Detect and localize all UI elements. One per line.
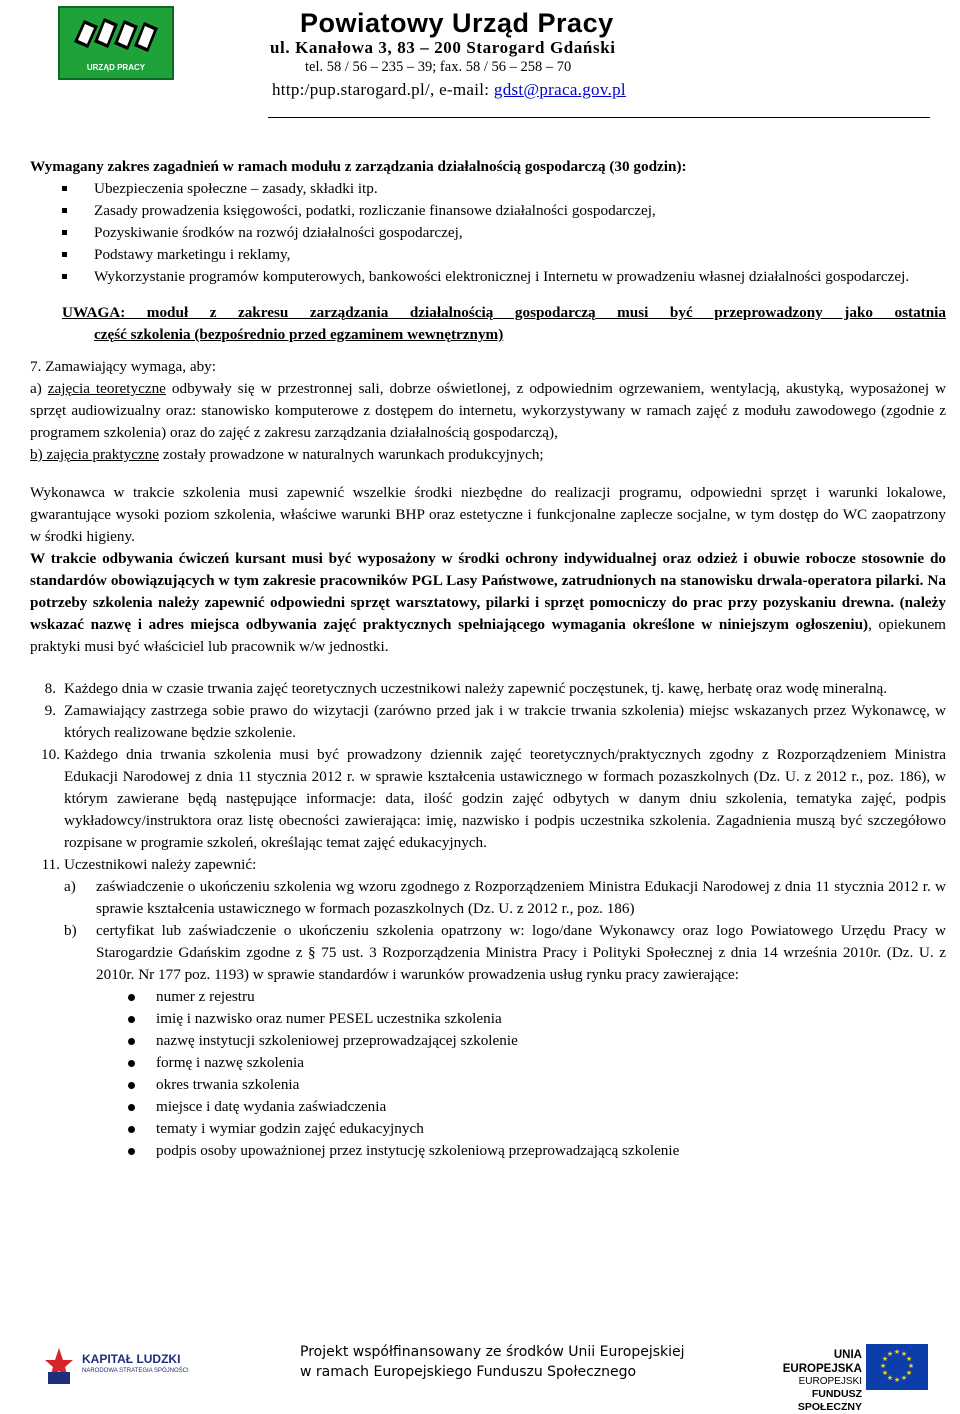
email-link[interactable]: gdst@praca.gov.pl bbox=[493, 80, 626, 99]
list-item: tematy i wymiar godzin zajęć edukacyjnych bbox=[30, 1118, 946, 1140]
bullet-icon bbox=[128, 1016, 135, 1023]
item-9: 9. Zamawiający zastrzega sobie prawo do wizytacji (zarówno przed jak i w trakcie trwania szkolenia) miejsc wskazanych przez Wykonawcę, w których realizowane będzie szkolenie. bbox=[44, 702, 946, 741]
bullet-icon bbox=[128, 1126, 135, 1133]
item-8: 8. Każdego dnia w czasie trwania zajęć teoretycznych uczestnikowi należy zapewnić poczęstunek, tj. kawę, herbatę oraz wodę mineralną. bbox=[44, 680, 888, 697]
square-bullet-icon bbox=[62, 186, 67, 191]
list-item: Ubezpieczenia społeczne – zasady, składki itp. bbox=[30, 178, 946, 200]
office-web bbox=[272, 80, 626, 100]
bullet-icon bbox=[128, 994, 135, 1001]
svg-text:★: ★ bbox=[905, 1355, 913, 1363]
kapital-ludzki-logo-icon bbox=[44, 1346, 74, 1386]
office-address: ul. Kanałowa 3, 83 – 200 Starogard Gdański bbox=[270, 38, 616, 57]
list-item: formę i nazwę szkolenia bbox=[30, 1052, 946, 1074]
kapital-ludzki-title: KAPITAŁ LUDZKI bbox=[82, 1352, 181, 1366]
list-item: Wykorzystanie programów komputerowych, bankowości elektronicznej i Internetu w prowadzeniu własnej działalności gospodarczej. bbox=[30, 266, 946, 288]
item-11-b: b) certyfikat lub zaświadczenie o ukończeniu szkolenia opatrzony w: logo/dane Wykonawcy oraz logo Powiatowego Urzędu Pracy w Starogardzie Gdańskim zgodne z § 75 ust. 3 Rozporządzenia Ministra Pracy i Polityki Społecznej z dnia 14 września 2010r. (Dz. U. z 2010r. Nr 177 poz. 1193) w sprawie standardów i warunków prowadzenia usług rynku pracy zawierające: bbox=[64, 922, 946, 983]
uwaga-note: UWAGA: moduł z zakresu zarządzania działalnością gospodarczą musi być przeprowadzony jako ostatnia część szkolenia (bezpośrednio przed egzaminem wewnętrznym) bbox=[62, 304, 946, 343]
svg-text:★: ★ bbox=[881, 1369, 889, 1377]
svg-text:★: ★ bbox=[900, 1374, 908, 1382]
list-item: numer z rejestru bbox=[30, 986, 946, 1008]
logo-text: URZĄD PRACY bbox=[86, 63, 146, 72]
header-rule bbox=[268, 117, 930, 118]
svg-text:★: ★ bbox=[886, 1374, 894, 1382]
letterhead bbox=[0, 0, 960, 120]
list-item: Pozyskiwanie środków na rozwój działalności gospodarczej, bbox=[30, 222, 946, 244]
web-prefix: http:/pup.starogard.pl/, e-mail: bbox=[272, 80, 494, 99]
document-body bbox=[30, 156, 946, 1162]
bullet-icon bbox=[128, 1148, 135, 1155]
bullet-icon bbox=[128, 1104, 135, 1111]
item-11-a: a) zaświadczenie o ukończeniu szkolenia wg wzoru zgodnego z Rozporządzeniem Ministra Edukacji Narodowej z dnia 11 stycznia 2012 r. w sprawie kształcenia ustawicznego w formach pozaszkolnych (Dz. U. z 2012 r., poz. 186) bbox=[64, 878, 946, 917]
list-item: Podstawy marketingu i reklamy, bbox=[30, 244, 946, 266]
item-11: 11. Uczestnikowi należy zapewnić: bbox=[41, 856, 257, 873]
office-phone: tel. 58 / 56 – 235 – 39; fax. 58 / 56 – 258 – 70 bbox=[305, 59, 572, 75]
square-bullet-icon bbox=[62, 274, 67, 279]
list-item: podpis osoby upoważnionej przez instytucję szkoleniową przeprowadzającą szkolenie bbox=[30, 1140, 946, 1162]
list-item: nazwę instytucji szkoleniowej przeprowadzającej szkolenie bbox=[30, 1030, 946, 1052]
list-item: okres trwania szkolenia bbox=[30, 1074, 946, 1096]
kapital-ludzki-subtitle: NARODOWA STRATEGIA SPÓJNOŚCI bbox=[82, 1368, 189, 1374]
footer bbox=[0, 1330, 960, 1413]
cards-icon bbox=[64, 12, 168, 60]
svg-text:★: ★ bbox=[893, 1348, 901, 1356]
square-bullet-icon bbox=[62, 252, 67, 257]
office-title: Powiatowy Urząd Pracy bbox=[300, 8, 614, 38]
svg-text:★: ★ bbox=[907, 1362, 915, 1370]
bullet-icon bbox=[128, 1082, 135, 1089]
module-topics bbox=[30, 178, 946, 288]
module-heading: Wymagany zakres zagadnień w ramach modułu z zarządzania działalnością gospodarczą (30 godzin): bbox=[30, 158, 687, 175]
square-bullet-icon bbox=[62, 230, 67, 235]
urzad-pracy-logo bbox=[58, 6, 174, 80]
svg-text:★: ★ bbox=[881, 1355, 889, 1363]
square-bullet-icon bbox=[62, 208, 67, 213]
bullet-icon bbox=[128, 1038, 135, 1045]
svg-text:★: ★ bbox=[900, 1350, 908, 1358]
numbered-list bbox=[30, 678, 946, 1162]
certificate-contents bbox=[30, 986, 946, 1162]
list-item: Zasady prowadzenia księgowości, podatki, rozliczanie finansowe działalności gospodarczej, bbox=[30, 200, 946, 222]
cofinancing-note: Projekt współfinansowany ze środków Unii Europejskiej w ramach Europejskiego Funduszu Społecznego bbox=[300, 1344, 685, 1380]
svg-text:★: ★ bbox=[886, 1350, 894, 1358]
list-item: miejsce i datę wydania zaświadczenia bbox=[30, 1096, 946, 1118]
svg-text:★: ★ bbox=[905, 1369, 913, 1377]
list-item: imię i nazwisko oraz numer PESEL uczestnika szkolenia bbox=[30, 1008, 946, 1030]
section-7-b: b) zajęcia praktyczne zostały prowadzone w naturalnych warunkach produkcyjnych; bbox=[30, 446, 544, 463]
eu-flag-icon bbox=[866, 1344, 928, 1390]
svg-text:★: ★ bbox=[879, 1362, 887, 1370]
section-7-a: a) zajęcia teoretyczne odbywały się w przestronnej sali, dobrze oświetlonej, z odpowiednim ogrzewaniem, wentylacją, akustyką, wyposażonej w sprzęt audiowizualny oraz: stanowisko komputerowe z dostępem do internetu, wykorzystywany w ramach zajęć z modułu zawodowego (zgodnie z programem szkolenia) oraz do zajęć z zakresu zarządzania działalnością gospodarczą), bbox=[30, 380, 946, 441]
svg-text:★: ★ bbox=[893, 1376, 901, 1384]
section-7: 7. Zamawiający wymaga, aby: a) zajęcia teoretyczne odbywały się w przestronnej sali, dobrze oświetlonej, z odpowiednim ogrzewaniem, wentylacją, akustyką, wyposażonej w sprzęt audiowizualny oraz: stanowisko komputerowe z dostępem do internetu, wykorzystywany w ramach zajęć z modułu zawodowego (zgodnie z programem szkolenia) oraz do zajęć z zakresu zarządzania działalnością gospodarczą), b) zajęcia praktyczne zostały prowadzone w naturalnych warunkach produkcyjnych; bbox=[30, 356, 946, 466]
contractor-requirements: Wykonawca w trakcie szkolenia musi zapewnić wszelkie środki niezbędne do realizacji programu, odpowiedni sprzęt i warunki lokalowe, gwarantujące wysoki poziom szkolenia, właściwe warunki BHP oraz estetyczne i funkcjonalne zaplecze socjalne, w tym dostęp do WC zaopatrzony w środki higieny. W trakcie odbywania ćwiczeń kursant musi być wyposażony w środki ochrony indywidualnej oraz odzież i obuwie robocze stosownie do standardów obowiązujących w tym zakresie pracowników PGL Lasy Państwowe, zatrudnionych na stanowisku drwala-operatora pilarki. Na potrzeby szkolenia należy zapewnić odpowiedni sprzęt warsztatowy, pilarki i sprzęt pomocniczy do prac przy pozyskaniu drewna. (należy wskazać nazwę i adres miejsca odbywania zajęć praktycznych spełniającego wymagania określone w niniejszym ogłoszeniu), opiekunem praktyki musi być właściciel lub pracownik w/w jednostki. bbox=[30, 484, 946, 655]
eu-logo-text: UNIA EUROPEJSKA EUROPEJSKI FUNDUSZ SPOŁECZNY bbox=[782, 1349, 862, 1413]
item-10: 10. Każdego dnia trwania szkolenia musi być prowadzony dziennik zajęć teoretycznych/praktycznych zgodny z Rozporządzeniem Ministra Edukacji Narodowej z dnia 11 stycznia 2012 r. w sprawie kształcenia ustawicznego w formach pozaszkolnych (Dz. U. z 2012 r., poz. 186), w którym zawierane będą następujące informacje: data, ilość godzin zajęć odbytych w danym dniu szkolenia, tematyka zajęć, podpis wykładowcy/instruktora oraz listę obecności zawierająca: imię, nazwisko i podpis uczestnika szkolenia. Zagadnienia muszą być szczegółowo rozpisane w programie szkoleń, określając temat zajęć edukacyjnych. bbox=[41, 746, 946, 851]
bullet-icon bbox=[128, 1060, 135, 1067]
